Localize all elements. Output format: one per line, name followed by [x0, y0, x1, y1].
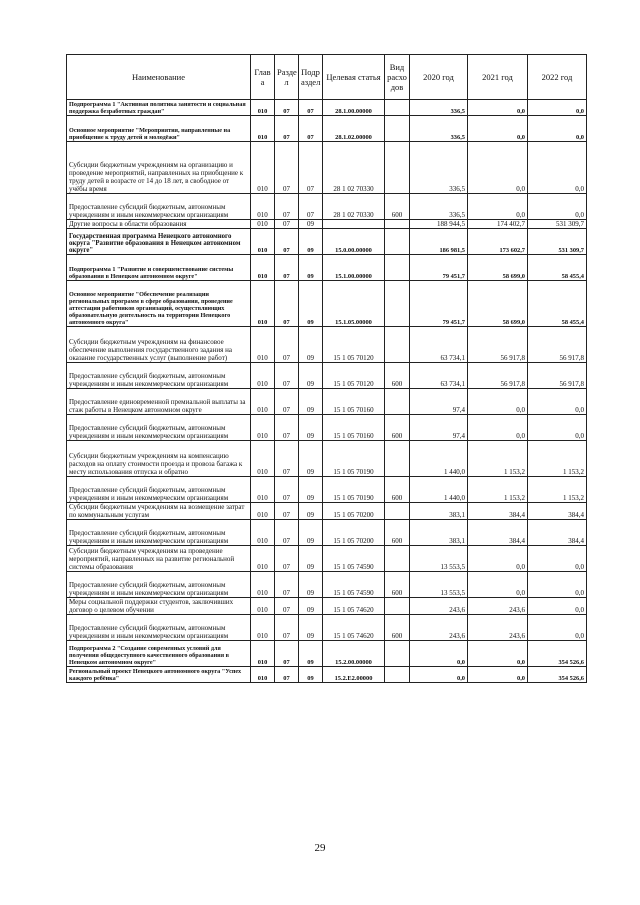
row-target — [323, 220, 385, 229]
row-razdel: 07 — [275, 142, 299, 194]
row-razdel: 07 — [275, 503, 299, 520]
row-2020: 243,6 — [410, 615, 468, 641]
row-2020: 188 944,5 — [410, 220, 468, 229]
row-podrazdel: 09 — [299, 327, 323, 363]
table-row — [67, 641, 587, 667]
row-glava: 010 — [251, 598, 275, 615]
row-2020: 383,1 — [410, 503, 468, 520]
row-glava: 010 — [251, 220, 275, 229]
row-razdel: 07 — [275, 477, 299, 503]
row-2020: 336,5 — [410, 116, 468, 142]
row-vid — [385, 667, 410, 683]
table-row — [67, 520, 587, 546]
row-target: 28 1 02 70330 — [323, 142, 385, 194]
row-target: 15 1 05 74590 — [323, 572, 385, 598]
row-name: Другие вопросы в области образования — [67, 220, 251, 229]
row-glava: 010 — [251, 641, 275, 667]
row-2020: 1 440,0 — [410, 477, 468, 503]
row-razdel: 07 — [275, 363, 299, 389]
row-target: 15 1 05 74620 — [323, 598, 385, 615]
header-glava: Глав а — [251, 55, 275, 100]
table-header-row — [67, 55, 587, 100]
row-vid — [385, 441, 410, 477]
row-podrazdel: 09 — [299, 389, 323, 415]
row-name: Основное мероприятие "Обеспечение реализации региональных программ в сфере образования, проведение аттестации работников организаций, осуществляющих образовательную деятельность на территории Ненецкого автономного округа" — [67, 281, 251, 327]
table-row — [67, 415, 587, 441]
row-2020: 383,1 — [410, 520, 468, 546]
row-2022: 0,0 — [528, 546, 587, 572]
row-vid: 600 — [385, 520, 410, 546]
header-2021: 2021 год — [468, 55, 528, 100]
header-2020: 2020 год — [410, 55, 468, 100]
row-2020: 0,0 — [410, 641, 468, 667]
row-podrazdel: 07 — [299, 142, 323, 194]
row-name: Подпрограмма 1 "Активная политика занятости и социальная поддержка безработных граждан" — [67, 100, 251, 116]
row-target: 15 1 05 70200 — [323, 520, 385, 546]
row-2021: 0,0 — [468, 641, 528, 667]
row-razdel: 07 — [275, 441, 299, 477]
row-target: 15.2.E2.00000 — [323, 667, 385, 683]
row-razdel: 07 — [275, 229, 299, 255]
table-row — [67, 441, 587, 477]
row-target: 15.2.00.00000 — [323, 641, 385, 667]
row-podrazdel: 09 — [299, 220, 323, 229]
table-row — [67, 503, 587, 520]
row-glava: 010 — [251, 615, 275, 641]
row-glava: 010 — [251, 229, 275, 255]
row-vid — [385, 229, 410, 255]
row-2021: 58 699,0 — [468, 255, 528, 281]
table-row — [67, 572, 587, 598]
row-glava: 010 — [251, 415, 275, 441]
row-podrazdel: 07 — [299, 100, 323, 116]
row-2020: 13 553,5 — [410, 572, 468, 598]
row-podrazdel: 09 — [299, 415, 323, 441]
row-glava: 010 — [251, 667, 275, 683]
row-2022: 354 526,6 — [528, 667, 587, 683]
row-glava: 010 — [251, 477, 275, 503]
row-2020: 243,6 — [410, 598, 468, 615]
row-vid — [385, 220, 410, 229]
row-2021: 174 402,7 — [468, 220, 528, 229]
row-podrazdel: 09 — [299, 520, 323, 546]
row-podrazdel: 07 — [299, 194, 323, 220]
row-vid: 600 — [385, 615, 410, 641]
row-glava: 010 — [251, 572, 275, 598]
row-2022: 531 309,7 — [528, 229, 587, 255]
row-2021: 384,4 — [468, 520, 528, 546]
row-2021: 1 153,2 — [468, 477, 528, 503]
row-name: Предоставление субсидий бюджетным, автономным учреждениям и иным некоммерческим организациям — [67, 615, 251, 641]
header-target: Целевая статья — [323, 55, 385, 100]
row-2022: 0,0 — [528, 389, 587, 415]
row-razdel: 07 — [275, 220, 299, 229]
row-2021: 0,0 — [468, 194, 528, 220]
table-row — [67, 220, 587, 229]
row-2020: 97,4 — [410, 415, 468, 441]
row-podrazdel: 09 — [299, 477, 323, 503]
row-vid: 600 — [385, 477, 410, 503]
row-razdel: 07 — [275, 281, 299, 327]
row-2022: 58 455,4 — [528, 281, 587, 327]
row-name: Основное мероприятие "Мероприятия, направленные на приобщение к труду детей и молодёжи" — [67, 116, 251, 142]
table-row — [67, 327, 587, 363]
row-razdel: 07 — [275, 116, 299, 142]
row-2021: 1 153,2 — [468, 441, 528, 477]
row-2020: 0,0 — [410, 667, 468, 683]
row-name: Предоставление субсидий бюджетным, автономным учреждениям и иным некоммерческим организациям — [67, 477, 251, 503]
row-target: 15 1 05 70190 — [323, 441, 385, 477]
row-2022: 56 917,8 — [528, 327, 587, 363]
row-vid — [385, 641, 410, 667]
row-target: 15.0.00.00000 — [323, 229, 385, 255]
row-glava: 010 — [251, 441, 275, 477]
row-2021: 0,0 — [468, 667, 528, 683]
header-razdel: Разде л — [275, 55, 299, 100]
row-name: Субсидии бюджетным учреждениям на компенсацию расходов на оплату стоимости проезда и провоза багажа к месту использования отпуска и обратно — [67, 441, 251, 477]
row-glava: 010 — [251, 520, 275, 546]
row-2022: 0,0 — [528, 116, 587, 142]
row-podrazdel: 09 — [299, 598, 323, 615]
row-2022: 58 455,4 — [528, 255, 587, 281]
row-2022: 354 526,6 — [528, 641, 587, 667]
row-razdel: 07 — [275, 667, 299, 683]
row-2022: 0,0 — [528, 615, 587, 641]
row-razdel: 07 — [275, 641, 299, 667]
row-2022: 531 309,7 — [528, 220, 587, 229]
row-2021: 243,6 — [468, 615, 528, 641]
row-podrazdel: 09 — [299, 572, 323, 598]
row-target: 15 1 05 74590 — [323, 546, 385, 572]
table-row — [67, 598, 587, 615]
row-2022: 1 153,2 — [528, 477, 587, 503]
row-2021: 0,0 — [468, 100, 528, 116]
row-2022: 0,0 — [528, 572, 587, 598]
table-row — [67, 194, 587, 220]
row-2021: 0,0 — [468, 116, 528, 142]
row-podrazdel: 07 — [299, 116, 323, 142]
row-vid — [385, 281, 410, 327]
table-row — [67, 116, 587, 142]
row-name: Субсидии бюджетным учреждениям на проведение мероприятий, направленных на развитие региональной системы образования — [67, 546, 251, 572]
row-vid — [385, 255, 410, 281]
row-name: Предоставление единовременной премиальной выплаты за стаж работы в Ненецком автономном округе — [67, 389, 251, 415]
row-target: 15.1.00.00000 — [323, 255, 385, 281]
row-glava: 010 — [251, 546, 275, 572]
row-name: Предоставление субсидий бюджетным, автономным учреждениям и иным некоммерческим организациям — [67, 194, 251, 220]
row-2021: 0,0 — [468, 415, 528, 441]
row-name: Региональный проект Ненецкого автономного округа "Успех каждого ребёнка" — [67, 667, 251, 683]
row-podrazdel: 09 — [299, 546, 323, 572]
row-name: Предоставление субсидий бюджетным, автономным учреждениям и иным некоммерческим организациям — [67, 363, 251, 389]
row-glava: 010 — [251, 503, 275, 520]
row-2022: 0,0 — [528, 100, 587, 116]
header-vid: Вид расхо дов — [385, 55, 410, 100]
table-row — [67, 615, 587, 641]
row-target: 15 1 05 70160 — [323, 415, 385, 441]
row-target: 15 1 05 70120 — [323, 363, 385, 389]
row-2021: 56 917,8 — [468, 363, 528, 389]
row-glava: 010 — [251, 100, 275, 116]
table-row — [67, 281, 587, 327]
row-target: 15 1 05 70160 — [323, 389, 385, 415]
row-target: 15 1 05 74620 — [323, 615, 385, 641]
row-vid — [385, 142, 410, 194]
row-vid — [385, 116, 410, 142]
row-podrazdel: 09 — [299, 255, 323, 281]
row-2022: 0,0 — [528, 415, 587, 441]
row-2022: 1 153,2 — [528, 441, 587, 477]
row-target: 28 1 02 70330 — [323, 194, 385, 220]
row-name: Предоставление субсидий бюджетным, автономным учреждениям и иным некоммерческим организациям — [67, 415, 251, 441]
row-vid: 600 — [385, 415, 410, 441]
row-name: Предоставление субсидий бюджетным, автономным учреждениям и иным некоммерческим организациям — [67, 520, 251, 546]
row-vid — [385, 327, 410, 363]
row-glava: 010 — [251, 281, 275, 327]
table-row — [67, 667, 587, 683]
row-vid: 600 — [385, 363, 410, 389]
row-glava: 010 — [251, 142, 275, 194]
row-2021: 243,6 — [468, 598, 528, 615]
row-2022: 56 917,8 — [528, 363, 587, 389]
row-2020: 1 440,0 — [410, 441, 468, 477]
row-name: Подпрограмма 2 "Создание современных условий для получения общедоступного качественного образования в Ненецком автономном округе" — [67, 641, 251, 667]
row-2022: 384,4 — [528, 520, 587, 546]
row-podrazdel: 09 — [299, 503, 323, 520]
row-2021: 56 917,8 — [468, 327, 528, 363]
row-vid — [385, 389, 410, 415]
row-2020: 79 451,7 — [410, 281, 468, 327]
row-glava: 010 — [251, 389, 275, 415]
row-target: 28.1.00.00000 — [323, 100, 385, 116]
row-target: 15 1 05 70200 — [323, 503, 385, 520]
table-row — [67, 142, 587, 194]
row-podrazdel: 09 — [299, 641, 323, 667]
row-podrazdel: 09 — [299, 281, 323, 327]
row-2021: 0,0 — [468, 546, 528, 572]
row-target: 15.1.05.00000 — [323, 281, 385, 327]
table-row — [67, 363, 587, 389]
row-razdel: 07 — [275, 100, 299, 116]
row-glava: 010 — [251, 194, 275, 220]
row-podrazdel: 09 — [299, 667, 323, 683]
table-row — [67, 477, 587, 503]
row-name: Подпрограмма 1 "Развитие и совершенствование системы образования в Ненецком автономном округе" — [67, 255, 251, 281]
table-row — [67, 546, 587, 572]
row-vid — [385, 598, 410, 615]
row-2022: 0,0 — [528, 598, 587, 615]
row-target: 28.1.02.00000 — [323, 116, 385, 142]
row-2020: 63 734,1 — [410, 363, 468, 389]
budget-table — [66, 54, 587, 683]
table-row — [67, 389, 587, 415]
row-razdel: 07 — [275, 572, 299, 598]
row-2020: 336,5 — [410, 142, 468, 194]
row-name: Субсидии бюджетным учреждениям на возмещение затрат по коммунальным услугам — [67, 503, 251, 520]
row-2022: 384,4 — [528, 503, 587, 520]
header-name: Наименование — [67, 55, 251, 100]
row-name: Государственная программа Ненецкого автономного округа "Развитие образования в Ненецком автономном округе" — [67, 229, 251, 255]
row-2021: 0,0 — [468, 389, 528, 415]
row-target: 15 1 05 70190 — [323, 477, 385, 503]
row-2021: 0,0 — [468, 572, 528, 598]
row-2021: 58 699,0 — [468, 281, 528, 327]
row-glava: 010 — [251, 363, 275, 389]
table-row — [67, 229, 587, 255]
row-razdel: 07 — [275, 415, 299, 441]
row-name: Субсидии бюджетным учреждениям на организацию и проведение мероприятий, направленных на приобщение к труду детей в возрасте от 14 до 18 лет, в свободное от учёбы время — [67, 142, 251, 194]
row-podrazdel: 09 — [299, 441, 323, 477]
row-2021: 0,0 — [468, 142, 528, 194]
row-razdel: 07 — [275, 615, 299, 641]
row-name: Предоставление субсидий бюджетным, автономным учреждениям и иным некоммерческим организациям — [67, 572, 251, 598]
row-2020: 13 553,5 — [410, 546, 468, 572]
row-razdel: 07 — [275, 520, 299, 546]
row-glava: 010 — [251, 116, 275, 142]
row-target: 15 1 05 70120 — [323, 327, 385, 363]
row-vid — [385, 100, 410, 116]
row-name: Меры социальной поддержки студентов, заключивших договор о целевом обучении — [67, 598, 251, 615]
row-2021: 173 602,7 — [468, 229, 528, 255]
row-razdel: 07 — [275, 389, 299, 415]
header-2022: 2022 год — [528, 55, 587, 100]
row-2020: 79 451,7 — [410, 255, 468, 281]
page-number: 29 — [314, 842, 326, 854]
row-vid: 600 — [385, 194, 410, 220]
row-razdel: 07 — [275, 194, 299, 220]
row-vid — [385, 503, 410, 520]
table-row — [67, 100, 587, 116]
row-2022: 0,0 — [528, 142, 587, 194]
row-vid — [385, 546, 410, 572]
table-body — [67, 100, 587, 683]
row-glava: 010 — [251, 255, 275, 281]
row-2020: 63 734,1 — [410, 327, 468, 363]
row-razdel: 07 — [275, 327, 299, 363]
row-podrazdel: 09 — [299, 229, 323, 255]
header-podrazdel: Подр аздел — [299, 55, 323, 100]
row-podrazdel: 09 — [299, 363, 323, 389]
row-razdel: 07 — [275, 255, 299, 281]
row-2020: 336,5 — [410, 100, 468, 116]
row-razdel: 07 — [275, 546, 299, 572]
row-vid: 600 — [385, 572, 410, 598]
row-2020: 336,5 — [410, 194, 468, 220]
row-name: Субсидии бюджетным учреждениям на финансовое обеспечение выполнения государственного задания на оказание государственных услуг (выполнение работ) — [67, 327, 251, 363]
row-2021: 384,4 — [468, 503, 528, 520]
table-row — [67, 255, 587, 281]
row-2020: 186 981,5 — [410, 229, 468, 255]
row-podrazdel: 09 — [299, 615, 323, 641]
row-razdel: 07 — [275, 598, 299, 615]
row-2020: 97,4 — [410, 389, 468, 415]
row-glava: 010 — [251, 327, 275, 363]
row-2022: 0,0 — [528, 194, 587, 220]
